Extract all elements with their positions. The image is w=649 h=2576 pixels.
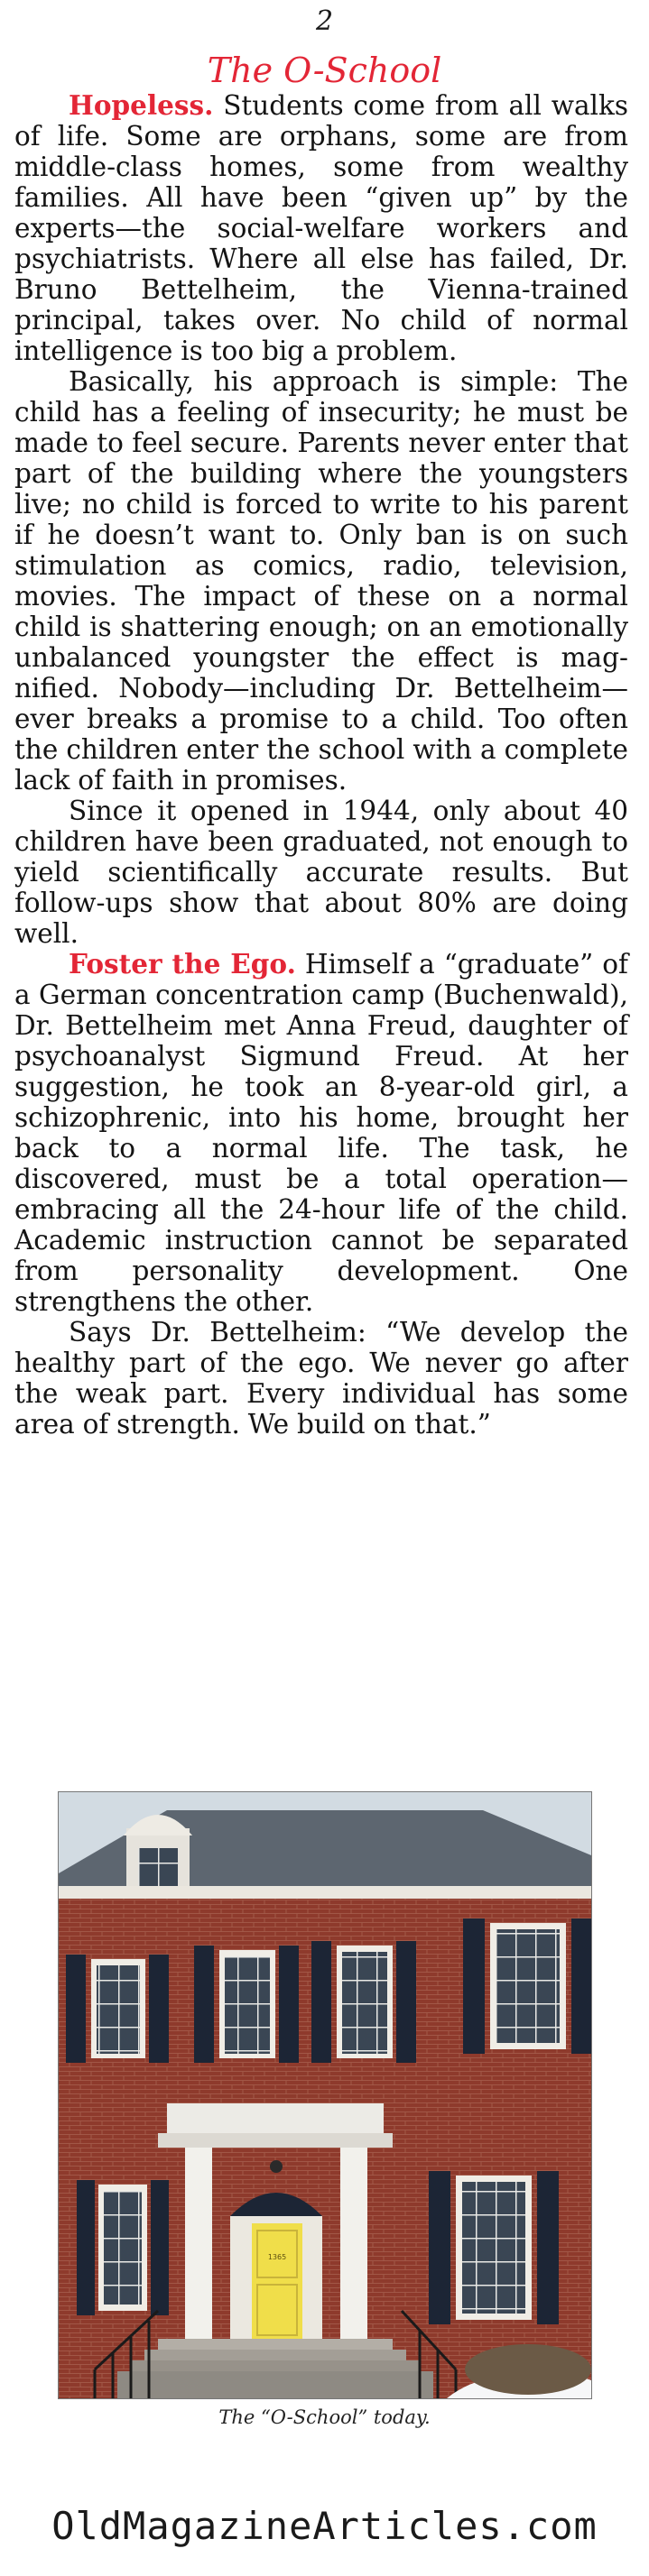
door-number: 1365 [267, 2253, 287, 2261]
upper-window-mid-right [311, 1941, 416, 2063]
front-steps [117, 2339, 433, 2398]
lower-window-left [77, 2180, 169, 2315]
paragraph [14, 949, 628, 1317]
paragraph [14, 90, 628, 366]
footer-site-name[interactable]: OldMagazineArticles.com [51, 2504, 598, 2548]
paragraph: Says Dr. Bettelheim: “We develop the healthy part of the ego. We never go after the weak part. Every individual has some area of strength. We build on that.” [14, 1317, 628, 1440]
lower-window-right [429, 2171, 559, 2324]
article-body [14, 90, 628, 1440]
upper-window-left [66, 1955, 169, 2063]
page-number: 2 [315, 5, 334, 37]
lantern [270, 2160, 283, 2173]
subhead-hopeless: Hopeless. [69, 89, 214, 121]
paragraph-text: Students come from all walks of life. Some are orphans, some are from middle-class homes, some from wealthy families. All have been “given up” by the experts—the social-welfare workers and psychiatrists. Where all else has failed, Dr. Bruno Bettelheim, the Vienna-trained principal, takes over. No child of normal intelligence is too big a problem. [14, 90, 628, 366]
school-photo [58, 1791, 592, 2399]
article-title: The O-School [207, 51, 442, 90]
paragraph-text: Himself a “graduate” of a German concentration camp (Buchenwald), Dr. Bettelheim met Anna Freud, daughter of psychoanalyst Sigmund Freud. At her suggestion, he took an 8-year-old girl, a schizophrenic, into his home, brought her back to a normal life. The task, he discovered, must be a total operation—embracing all the 24-hour life of the child. Academic instruction cannot be separated from personality development. One strengthens the other. [14, 949, 628, 1317]
photo-caption: The “O-School” today. [218, 2406, 431, 2428]
paragraph: Since it opened in 1944, only about 40 children have been graduated, not enough to yield scientifically accurate results. But follow-ups show that about 80% are doing well. [14, 796, 628, 949]
upper-window-right [463, 1918, 591, 2054]
upper-window-mid-left [194, 1946, 299, 2063]
front-door [252, 2223, 302, 2341]
shrub [465, 2344, 591, 2395]
paragraph: Basically, his approach is simple: The child has a feeling of insecurity; he must be made to feel secure. Parents never enter that part of the building where the youngsters live; no child is forced to write to his parent if he doesn’t want to. Only ban is on such stimulation as comics, radio, television, movies. The impact of these on a normal child is shattering enough; on an emotionally unbalanced youngster the effect is magnified. Nobody—including Dr. Bettelheim—ever breaks a promise to a child. Too often the children enter the school with a complete lack of faith in promises. [14, 366, 628, 796]
cornice [59, 1886, 591, 1899]
portico [158, 2103, 393, 2342]
subhead-foster-the-ego: Foster the Ego. [69, 948, 296, 980]
